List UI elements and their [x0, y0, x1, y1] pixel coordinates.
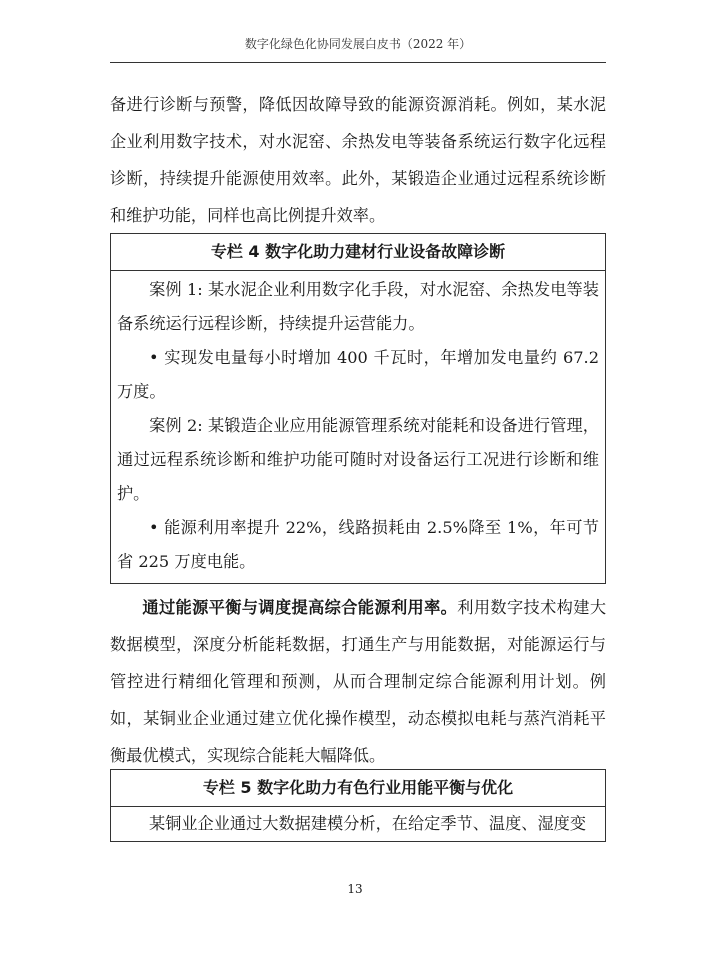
running-header: 数字化绿色化协同发展白皮书（2022 年）: [244, 37, 472, 51]
page-number: 13: [347, 882, 363, 896]
case-2-result-text: • 能源利用率提升 22%，线路损耗由 2.5%降至 1%，年可节省 225 万度电能。: [117, 518, 599, 571]
box-4-title: 专栏 4 数字化助力建材行业设备故障诊断: [111, 234, 605, 271]
case-1-result: [117, 341, 599, 409]
paragraph-body: 利用数字技术构建大数据模型，深度分析能耗数据，打通生产与用能数据，对能源运行与管控进行精细化管理和预测，从而合理制定综合能源利用计划。例如，某铜业企业通过建立优化操作模型，动态模拟电耗与蒸汽消耗平衡最优模式，实现综合能耗大幅降低。: [110, 598, 607, 765]
paragraph-continuation: [110, 86, 606, 234]
sidebar-box-5: [110, 769, 606, 842]
box-5-title: 专栏 5 数字化助力有色行业用能平衡与优化: [111, 770, 605, 807]
box-4-body: [111, 271, 605, 583]
case-2-result: [117, 511, 599, 579]
case-1: [117, 273, 599, 341]
case-1-text: 案例 1: 某水泥企业利用数字化手段，对水泥窑、余热发电等装备系统运行远程诊断，持续提升运营能力。: [117, 280, 599, 333]
paragraph-lead-bold: 通过能源平衡与调度提高综合能源利用率。: [142, 598, 458, 617]
case-2-text: 案例 2: 某锻造企业应用能源管理系统对能耗和设备进行管理，通过远程系统诊断和维护功能可随时对设备运行工况进行诊断和维护。: [117, 416, 599, 503]
header-divider: [110, 62, 606, 63]
box-5-body: [111, 807, 605, 841]
paragraph-text: 备进行诊断与预警，降低因故障导致的能源资源消耗。例如，某水泥企业利用数字技术，对水泥窑、余热发电等装备系统运行数字化远程诊断，持续提升能源使用效率。此外，某锻造企业通过远程系统诊断和维护功能，同样也高比例提升效率。: [110, 95, 606, 225]
box-5-text: 某铜业企业通过大数据建模分析，在给定季节、温度、湿度变: [149, 814, 587, 833]
case-2: [117, 409, 599, 511]
paragraph-energy-balance: [110, 589, 606, 774]
case-1-result-text: • 实现发电量每小时增加 400 千瓦时，年增加发电量约 67.2 万度。: [117, 348, 599, 401]
box-5-text-line: [117, 807, 599, 841]
sidebar-box-4: [110, 233, 606, 584]
